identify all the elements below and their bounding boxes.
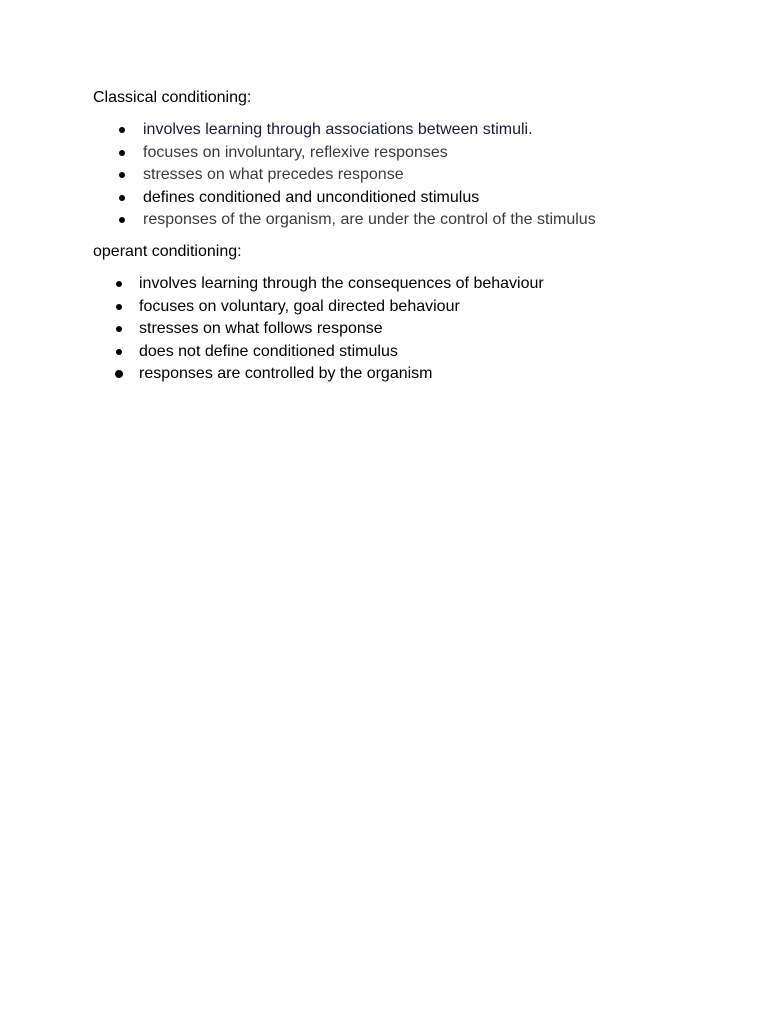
bullet-icon [119, 127, 125, 133]
classical-heading: Classical conditioning: [93, 89, 252, 106]
bullet-icon [119, 150, 125, 156]
list-item-text: involves learning through associations between stimuli. [143, 121, 533, 138]
list-item-text: focuses on voluntary, goal directed behaviour [139, 297, 460, 315]
bullet-icon [116, 349, 122, 355]
bullet-icon [115, 370, 123, 378]
list-item-text: involves learning through the consequences of behaviour [139, 275, 544, 292]
list-item-text: responses are controlled by the organism [139, 365, 433, 382]
bullet-icon [119, 172, 125, 178]
list-item-text: defines conditioned and unconditioned stimulus [143, 188, 480, 206]
bullet-icon [116, 281, 122, 287]
bullet-icon [116, 304, 122, 310]
bullet-icon [116, 326, 122, 332]
list-item-text: responses of the organism, are under the control of the stimulus [143, 211, 596, 228]
operant-heading: operant conditioning: [93, 243, 242, 260]
list-item-text: focuses on involuntary, reflexive responses [143, 143, 448, 161]
bullet-icon [119, 195, 125, 201]
bullet-icon [119, 217, 125, 223]
list-item-text: stresses on what follows response [139, 320, 383, 337]
list-item-text: stresses on what precedes response [143, 166, 404, 183]
list-item-text: does not define conditioned stimulus [139, 342, 398, 360]
